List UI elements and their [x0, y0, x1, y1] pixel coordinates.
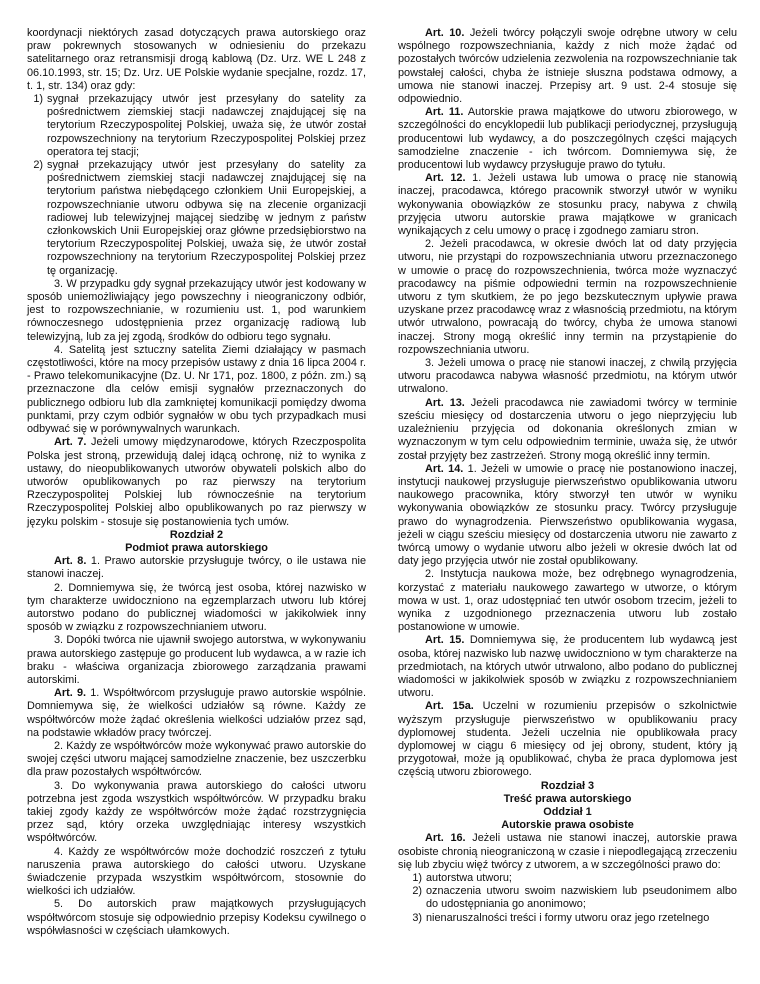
- article-15a-label: Art. 15a.: [425, 700, 474, 713]
- list-item: 2) sygnał przekazujący utwór jest przesyłany do satelity za pośrednictwem ziemskiej stacji nadawczej znajdującej się na terytorium państwa niebędącego członkiem Unii Europejskiej, a rozpowszechnianie utworu odbywa się na zlecenie organizacji radiowej lub telewizyjnej mającej siedzibę w jednym z państw członkowskich Unii Europejskiej oraz główne przedsiębiorstwo na terytorium Rzeczypospolitej Polskiej, uważa się, że utwór został rozpowszechniony na terytorium Rzeczypospolitej Polskiej przez tę organizację.: [33, 159, 366, 277]
- chapter-2-title: Rozdział 2: [169, 528, 224, 541]
- article-8-p1: Art. 8. 1. Prawo autorskie przysługuje twórcy, o ile ustawa nie stanowi inaczej.: [27, 555, 366, 581]
- article-12-p2: 2. Jeżeli pracodawca, w okresie dwóch lat od daty przyjęcia utworu, nie przystąpi do rozpowszechniania utworu przeznaczonego w umowie o pracę do rozpowszechnienia, twórca może wyznaczyć pracodawcy na piśmie odpowiedni termin na rozpowszechnienie utworu z tym skutkiem, że po jego bezskutecznym upływie prawa uzyskane przez pracodawcę wraz z własnością przedmiotu, na którym utwór utrwalono, powracają do twórcy, chyba że umowa stanowi inaczej. Strony mogą określić inny termin na przystąpienie do rozpowszechniania utworu.: [398, 238, 737, 356]
- article-14-label: Art. 14.: [425, 462, 464, 475]
- article-14-p1: Art. 14. 1. Jeżeli w umowie o pracę nie postanowiono inaczej, instytucji naukowej przysługuje pierwszeństwo opublikowania utworu naukowego pracownika, który stworzył ten utwór w wyniku wykonywania obowiązków ze stosunku pracy. Twórcy przysługuje prawo do wynagrodzenia. Pierwszeństwo opublikowania wygasa, jeżeli w ciągu sześciu miesięcy od dostarczenia utworu nie zawarto z twórcą umowy o wydanie utworu albo jeżeli w okresie dwóch lat od daty jego przyjęcia utwór nie został opublikowany.: [398, 462, 737, 568]
- satellite-conditions-list: [27, 93, 366, 278]
- paragraph-3: 3. W przypadku gdy sygnał przekazujący utwór jest kodowany w sposób uniemożliwiający jego powszechny i nieograniczony odbiór, jest to rozpowszechnianie, w rozumieniu ust. 1, pod warunkiem równoczesnego udostępnienia przez organizację radiową lub telewizyjną, lub za jej zgodą, środków do odbioru tego sygnału.: [27, 277, 366, 343]
- chapter-2-subtitle: Podmiot prawa autorskiego: [125, 541, 268, 554]
- article-7: Art. 7. Jeżeli umowy międzynarodowe, których Rzeczpospolita Polska jest stroną, przewidują dalej idącą ochronę, niż to wynika z ustawy, do nieopublikowanych utworów obywateli polskich albo do utworów opublikowanych po raz pierwszy na terytorium Rzeczypospolitej Polskiej lub równocześnie na terytorium Rzeczypospolitej Polskiej albo opublikowanych po raz pierwszy w języku polskim - stosuje się postanowienia tych umów.: [27, 436, 366, 528]
- article-8-label: Art. 8.: [54, 555, 87, 568]
- intro-paragraph: koordynacji niektórych zasad dotyczących prawa autorskiego oraz praw pokrewnych stosowanych w odniesieniu do przekazu satelitarnego oraz retransmisji drogą kablową (Dz. Urz. WE L 248 z 06.10.1993, str. 15; Dz. Urz. UE Polskie wydanie specjalne, rozdz. 17, t. 1, str. 134) oraz gdy:: [27, 27, 366, 92]
- paragraph-4: 4. Satelitą jest sztuczny satelita Ziemi działający w pasmach częstotliwości, które na mocy przepisów ustawy z dnia 16 lipca 2004 r. - Prawo telekomunikacyjne (Dz. U. Nr 171, poz. 1800, z późn. zm.) są przeznaczone dla celów emisji sygnałów przeznaczonych do publicznego odbioru lub dla zamkniętej komunikacji pomiędzy dwoma punktami, przy czym odbiór sygnałów w obu tych przypadkach musi odbywać się w porównywalnych warunkach.: [27, 343, 366, 436]
- article-12-label: Art. 12.: [425, 172, 466, 185]
- article-14-p2: 2. Instytucja naukowa może, bez odrębnego wynagrodzenia, korzystać z materiału naukowego zawartego w utworze, o którym mowa w ust. 1, oraz udostępniać ten utwór osobom trzecim, jeżeli to wynika z uzgodnionego przeznaczenia utworu lub zostało postanowione w umowie.: [398, 568, 737, 634]
- list-item: 2) oznaczenia utworu swoim nazwiskiem lub pseudonimem albo do udostępniania go anonimowo;: [412, 885, 737, 911]
- article-9-p2: 2. Każdy ze współtwórców może wykonywać prawo autorskie do swojej części utworu mającej samodzielne znaczenie, bez uszczerbku dla praw pozostałych współtwórców.: [27, 739, 366, 779]
- personal-rights-list: [398, 872, 737, 925]
- article-13: Art. 13. Jeżeli pracodawca nie zawiadomi twórcy w terminie sześciu miesięcy od dostarczenia utworu o jego nieprzyjęciu lub uzależnieniu przyjęcia od dokonania określonych zmian w wyznaczonym w tym celu odpowiednim terminie, uważa się, że utwór został przyjęty bez zastrzeżeń. Strony mogą określić inny termin.: [398, 396, 738, 462]
- chapter-3-subtitle: Treść prawa autorskiego: [503, 792, 632, 805]
- article-9-p3: 3. Do wykonywania prawa autorskiego do całości utworu potrzebna jest zgoda wszystkich współtwórców. W przypadku braku takiej zgody każdy ze współtwórców może żądać rozstrzygnięcia przez sąd, który orzeka uwzględniając interesy wszystkich współtwórców.: [27, 779, 366, 845]
- list-item: 1) autorstwa utworu;: [412, 872, 512, 884]
- chapter-3-title: Rozdział 3: [540, 779, 595, 792]
- article-12-p1: Art. 12. 1. Jeżeli ustawa lub umowa o pracę nie stanowią inaczej, pracodawca, którego pracownik stworzył utwór w wyniku wykonywania obowiązków ze stosunku pracy, nabywa z chwilą przyjęcia utworu autorskie prawa majątkowe w granicach wynikających z celu umowy o pracę i zgodnego zamiaru stron.: [398, 172, 738, 238]
- article-8-p2: 2. Domniemywa się, że twórcą jest osoba, której nazwisko w tym charakterze uwidoczniono na egzemplarzach utworu lub której autorstwo podano do publicznej wiadomości w jakikolwiek inny sposób w związku z rozpowszechnianiem utworu.: [27, 581, 366, 634]
- article-9-p1: Art. 9. 1. Współtwórcom przysługuje prawo autorskie wspólnie. Domniemywa się, że wielkości udziałów są równe. Każdy ze współtwórców może żądać określenia wielkości udziałów przez sąd, na podstawie wkładów pracy twórczej.: [27, 687, 366, 739]
- division-1-subtitle: Autorskie prawa osobiste: [501, 819, 634, 832]
- article-10-label: Art. 10.: [425, 27, 465, 39]
- left-column: [27, 27, 366, 938]
- list-item: 3) nienaruszalności treści i formy utworu oraz jego rzetelnego: [412, 911, 710, 924]
- article-8-p3: 3. Dopóki twórca nie ujawnił swojego autorstwa, w wykonywaniu prawa autorskiego zastępuje go producent lub wydawca, a w razie ich braku - właściwa organizacja zbiorowego zarządzania prawami autorskimi.: [27, 634, 366, 686]
- article-16-label: Art. 16.: [425, 832, 466, 845]
- article-15a: Art. 15a. Uczelni w rozumieniu przepisów o szkolnictwie wyższym przysługuje pierwszeństwo w opublikowaniu pracy dyplomowej studenta. Jeżeli uczelnia nie opublikowała pracy dyplomowej w ciągu 6 miesięcy od jej obrony, student, który ją przygotował, może ją opublikować, chyba że praca dyplomowa jest częścią utworu zbiorowego.: [398, 700, 737, 779]
- article-9-label: Art. 9.: [54, 687, 87, 700]
- article-12-p3: 3. Jeżeli umowa o pracę nie stanowi inaczej, z chwilą przyjęcia utworu pracodawca nabywa własność przedmiotu, na którym utwór utrwalono.: [398, 357, 737, 396]
- right-column: [398, 27, 737, 925]
- article-9-p5: 5. Do autorskich praw majątkowych przysługujących współtwórcom stosuje się odpowiednio przepisy Kodeksu cywilnego o współwłasności w częściach ułamkowych.: [27, 898, 366, 937]
- division-1-title: Oddział 1: [543, 805, 592, 818]
- article-9-p4: 4. Każdy ze współtwórców może dochodzić roszczeń z tytułu naruszenia prawa autorskiego do całości utworu. Uzyskane świadczenie przypada wszystkim współtwórcom, stosownie do wielkości ich udziałów.: [27, 845, 366, 898]
- article-10: Art. 10. Jeżeli twórcy połączyli swoje odrębne utwory w celu wspólnego rozpowszechniania, każdy z nich może żądać od pozostałych twórców udzielenia zezwolenia na rozpowszechnianie tak powstałej całości, chyba że istnieje słuszna podstawa odmowy, a umowa nie stanowi inaczej. Przepisy art. 9 ust. 2-4 stosuje się odpowiednio.: [398, 27, 737, 106]
- article-11: Art. 11. Autorskie prawa majątkowe do utworu zbiorowego, w szczególności do encyklopedii lub publikacji periodycznej, przysługują producentowi lub wydawcy, a do poszczególnych części mających samodzielne znaczenie - ich twórcom. Domniemywa się, że producentowi lub wydawcy przysługuje prawo do tytułu.: [398, 106, 737, 172]
- article-16: Art. 16. Jeżeli ustawa nie stanowi inaczej, autorskie prawa osobiste chronią nieograniczoną w czasie i niepodlegającą zrzeczeniu się lub zbyciu więź twórcy z utworem, a w szczególności prawo do:: [398, 832, 737, 871]
- list-item: 1) sygnał przekazujący utwór jest przesyłany do satelity za pośrednictwem ziemskiej stacji nadawczej znajdującej się na terytorium Rzeczypospolitej Polskiej, uważa się, że utwór został rozpowszechniony na terytorium Rzeczypospolitej Polskiej przez operatora tej stacji;: [33, 93, 366, 158]
- article-13-label: Art. 13.: [425, 396, 465, 409]
- article-7-label: Art. 7.: [54, 436, 87, 449]
- article-11-label: Art. 11.: [425, 106, 464, 119]
- article-15-label: Art. 15.: [425, 634, 465, 647]
- article-15: Art. 15. Domniemywa się, że producentem lub wydawcą jest osoba, której nazwisko lub nazwę uwidoczniono w tym charakterze na przedmiotach, na których utwór utrwalono, albo podano do publicznej wiadomości w jakikolwiek sposób w związku z rozpowszechnianiem utworu.: [398, 634, 738, 700]
